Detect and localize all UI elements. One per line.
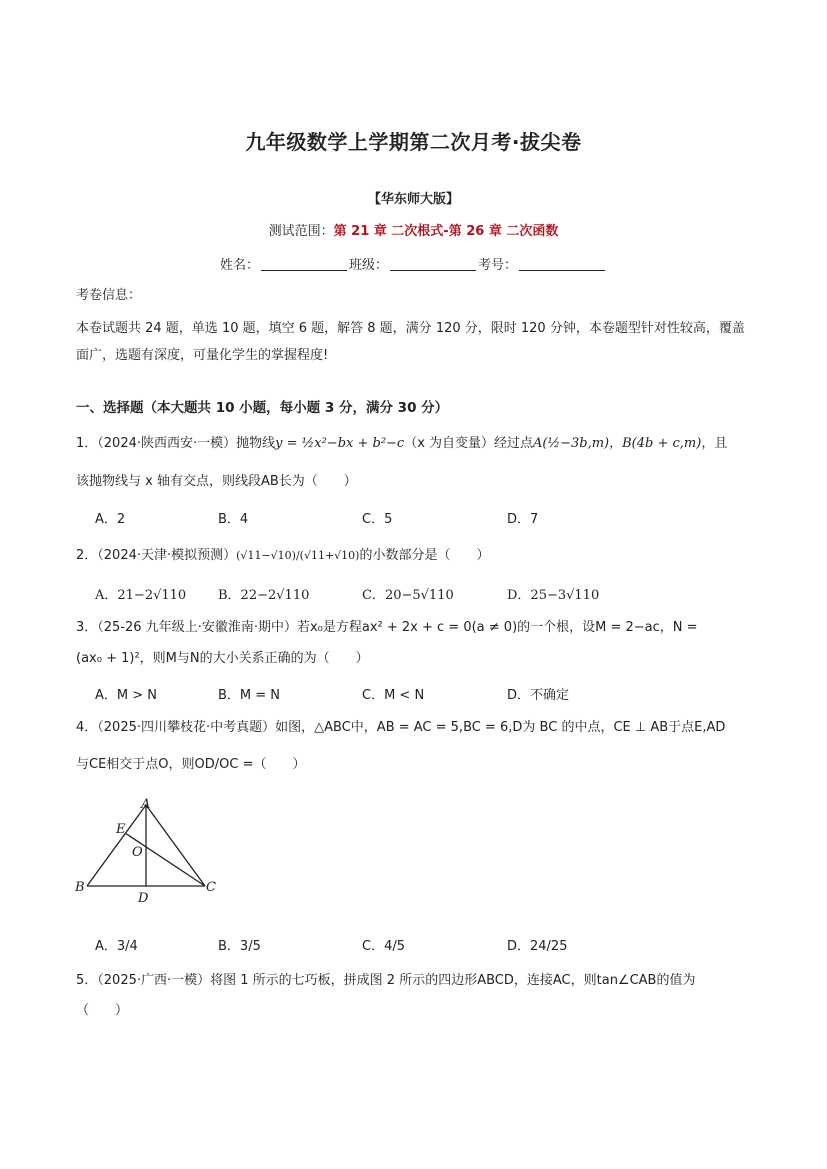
label-o: O — [132, 845, 143, 860]
q2-number: 2． — [76, 548, 98, 563]
q1-option-a[interactable]: A．2 — [95, 512, 126, 527]
q2-option-a[interactable]: A．21−2√110 — [95, 588, 187, 603]
q3-option-a[interactable]: A．M > N — [95, 688, 157, 703]
q4-number: 4． — [76, 720, 98, 735]
q1-math-b: A(½−3b,m)，B(4b + c,m) — [533, 436, 702, 451]
class-label: 班级： — [348, 258, 388, 273]
exam-no-label: 考号： — [478, 258, 518, 273]
q1-source: （2024·陕西西安·一模） — [97, 436, 237, 451]
edition-label: 【华东师大版】 — [367, 192, 459, 207]
side-ac — [146, 805, 205, 886]
q4-source: （2025·四川攀枝花·中考真题） — [97, 720, 276, 735]
q1-math-a: y = ½x²−bx + b²−c — [275, 436, 405, 451]
q1-number: 1． — [76, 436, 98, 451]
range-value: 第 21 章 二次根式-第 26 章 二次函数 — [333, 224, 559, 239]
info-line-1: 本卷试题共 24 题，单选 10 题，填空 6 题，解答 8 题，满分 120 分，限时 120 分钟，本卷题型针对性较高，覆盖 — [76, 321, 745, 336]
q1-option-b[interactable]: B．4 — [218, 512, 249, 527]
exam-title: 九年级数学上学期第二次月考·拔尖卷 — [245, 130, 582, 154]
q2-source: （2024·天津·模拟预测） — [97, 548, 237, 563]
q1-text-c: ，且 — [701, 436, 728, 451]
q3-text: 若x₀是方程ax² + 2x + c = 0(a ≠ 0)的一个根，设M = 2−ac，N = — [296, 620, 698, 635]
q2-option-b[interactable]: B．22−2√110 — [218, 588, 310, 603]
section-heading: 一、选择题（本大题共 10 小题，每小题 3 分，满分 30 分） — [76, 400, 449, 416]
student-fields — [0, 254, 827, 273]
q3-option-d[interactable]: D．不确定 — [507, 688, 570, 703]
info-line-2: 面广，选题有深度，可量化学生的掌握程度! — [76, 348, 329, 363]
q3-line-2: (ax₀ + 1)²，则M与N的大小关系正确的为（ ） — [76, 651, 369, 666]
q4-text: 如图，△ABC中，AB = AC = 5,BC = 6,D为 BC 的中点，CE ⊥ AB于点E,AD — [275, 720, 726, 735]
label-b: B — [75, 880, 85, 895]
question-4 — [76, 717, 776, 739]
q4-option-c[interactable]: C．4/5 — [362, 939, 405, 954]
q3-option-b[interactable]: B．M = N — [218, 688, 281, 703]
q5-text: 将图 1 所示的七巧板，拼成图 2 所示的四边形ABCD，连接AC，则tan∠CAB的值为 — [210, 973, 696, 988]
test-range — [0, 220, 827, 239]
question-1 — [76, 433, 776, 455]
question-3 — [76, 617, 776, 639]
q4-option-b[interactable]: B．3/5 — [218, 939, 261, 954]
q2-expression: (√11−√10)/(√11+√10) — [236, 549, 360, 562]
question-2 — [76, 545, 756, 567]
label-e: E — [116, 822, 126, 837]
label-d: D — [138, 891, 149, 906]
q5-line-2: （ ） — [76, 1003, 129, 1018]
q5-number: 5． — [76, 973, 98, 988]
q3-source: （25-26 九年级上·安徽淮南·期中） — [97, 620, 297, 635]
q3-number: 3． — [76, 620, 98, 635]
exam-no-blank[interactable] — [519, 258, 605, 271]
q4-option-a[interactable]: A．3/4 — [95, 939, 138, 954]
q1-option-d[interactable]: D．7 — [507, 512, 539, 527]
q1-text-a: 抛物线 — [236, 436, 276, 451]
q2-option-d[interactable]: D．25−3√110 — [507, 588, 600, 603]
class-blank[interactable] — [390, 258, 476, 271]
label-a: A — [141, 797, 151, 812]
triangle-figure — [70, 795, 230, 907]
q2-text: 的小数部分是（ ） — [359, 548, 490, 563]
info-heading: 考卷信息： — [76, 288, 142, 303]
q1-text-b: （x 为自变量）经过点 — [404, 436, 534, 451]
q3-option-c[interactable]: C．M < N — [362, 688, 425, 703]
q4-option-d[interactable]: D．24/25 — [507, 939, 568, 954]
q1-line-2: 该抛物线与 x 轴有交点，则线段AB长为（ ） — [76, 474, 357, 489]
q4-line-2: 与CE相交于点O，则OD/OC =（ ） — [76, 757, 306, 772]
name-label: 姓名： — [219, 258, 259, 273]
range-label: 测试范围： — [268, 224, 334, 239]
q5-source: （2025·广西·一模） — [97, 973, 211, 988]
q2-option-c[interactable]: C．20−5√110 — [362, 588, 454, 603]
label-c: C — [206, 880, 216, 895]
q1-option-c[interactable]: C．5 — [362, 512, 393, 527]
question-5 — [76, 970, 776, 992]
name-blank[interactable] — [261, 258, 347, 271]
